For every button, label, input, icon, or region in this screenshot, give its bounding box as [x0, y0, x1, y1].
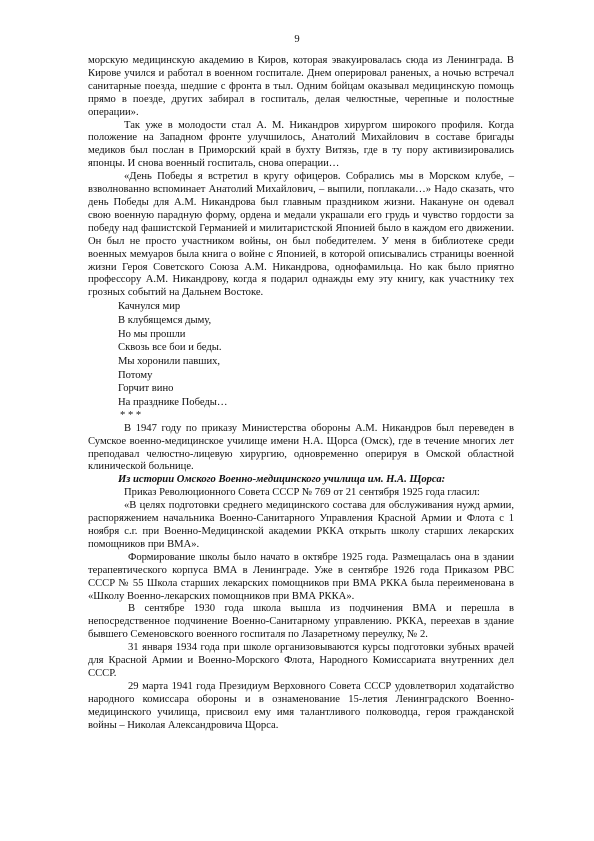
history-1930: В сентябре 1930 года школа вышла из подчинения ВМА и перешла в непосредственное подчинение Военно-Санитарному управлению. РККА, переехав в здание бывшего Семеновского военного госпиталя по Лазаретному переулку, № 2.: [88, 603, 514, 641]
section-heading: Из истории Омского Военно-медицинского училища им. Н.А. Щорса:: [118, 474, 446, 486]
page-number: 9: [294, 34, 300, 45]
poem-line: На празднике Победы…: [118, 397, 228, 409]
order-quote: «В целях подготовки среднего медицинского состава для обслуживания нужд армии, распоряжением начальника Военно-Санитарного Управления Красной Армии и Флота с 1 ноября с.г. при Военно-Медицинской академии РККА открыть школу старших лекарских помощников при ВМА».: [88, 500, 514, 550]
poem: [88, 300, 514, 410]
poem-line: Но мы прошли: [118, 328, 186, 340]
paragraph-surgeon: Так уже в молодости стал А. М. Никандров хирургом широкого профиля. Когда положение на Западном фронте улучшилось, Анатолий Михайлович в составе бригады медиков был послан в Приморский край в бухту Витязь, где в ту пору активизировались японцы. И снова военный госпиталь, снова операции…: [88, 119, 514, 170]
poem-line: Сквозь все бои и беды.: [118, 342, 222, 354]
poem-line: Мы хоронили павших,: [118, 356, 221, 368]
history-1925: Формирование школы было начато в октябре 1925 года. Размещалась она в здании терапевтического корпуса ВМА в Ленинграде. Уже в сентябре 1926 года Приказом РВС СССР № 55 Школа старших лекарских помощников при ВМА РККА была переименована в «Школу Военно-лекарских помощников при ВМА РККА».: [88, 551, 514, 602]
poem-line: Горчит вино: [118, 383, 174, 395]
history-1934: 31 января 1934 года при школе организовываются курсы подготовки зубных врачей для Красной Армии и Военно-Морского Флота, Народного Комиссариата внутренних дел СССР.: [88, 642, 514, 679]
history-1941: 29 марта 1941 года Президиум Верховного Совета СССР удовлетворил ходатайство народного комиссара обороны и в ознаменование 15-летия Ленинградского Военно-медицинского училища, присвоил ему имя талантливого полководца, героя гражданской войны – Николая Александровича Щорса.: [88, 680, 514, 731]
page-body: [88, 55, 514, 733]
section-separator: * * *: [120, 409, 142, 421]
poem-line: В клубящемся дыму,: [118, 314, 212, 326]
poem-line: Качнулся мир: [118, 301, 181, 313]
paragraph-kirov: морскую медицинскую академию в Киров, которая эвакуировалась сюда из Ленинграда. В Кирове учился и работал в военном госпитале. Днем оперировал раненых, а ночью встречал санитарные поезда, шедшие с фронта в тыл. Одним бойцам оказывал медицинскую помощь прямо в поезде, других забирал в госпиталь, делая челюстные, черепные и полостные операции».: [88, 55, 514, 118]
order-intro: Приказ Революционного Совета СССР № 769 от 21 сентября 1925 года гласил:: [124, 487, 480, 499]
paragraph-victory-day: «День Победы я встретил в кругу офицеров. Собрались мы в Морском клубе, – взволнованно вспоминает Анатолий Михайлович, – выпили, поплакали…» Надо сказать, что день Победы для А.М. Никандрова был главным праздником жизни. Накануне он одевал свою военную парадную форму, ордена и медали украшали его грудь и чувство гордости за победу над фашистской Германией и милитаристской Японией было в каждом его движении. Он был не просто участником войны, он был победителем. У меня в библиотеке среди военных мемуаров была книга о войне с Японией, в которой описывались страницы военной жизни Героя Советского Союза А.М. Никандрова, однофамильца. Но как было приятно профессору А.М. Никандрову, когда я подарил однажды ему эту книгу, как участнику тех грозных событий на Дальнем Востоке.: [88, 171, 514, 299]
poem-line: Потому: [118, 369, 153, 381]
paragraph-1947: В 1947 году по приказу Министерства обороны А.М. Никандров был переведен в Сумское военно-медицинское училище имени Н.А. Щорса (Омск), где в течение многих лет преподавал челюстно-лицевую хирургию, одновременно оперируя в Омской областной клинической больнице.: [88, 422, 514, 473]
